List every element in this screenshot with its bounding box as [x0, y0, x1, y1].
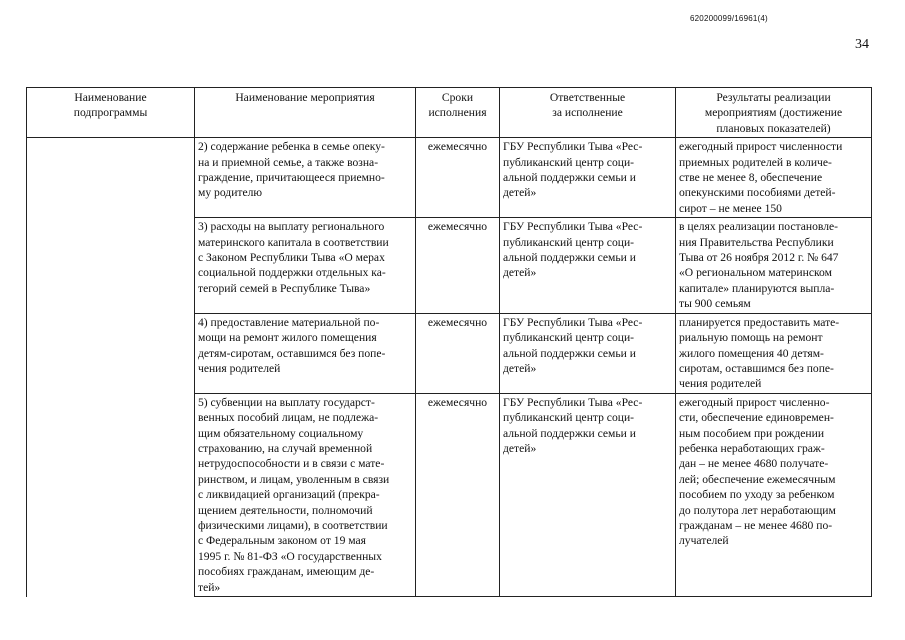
term-cell: ежемесячно	[416, 218, 500, 313]
table-row	[27, 138, 872, 218]
subprogram-cell	[27, 138, 195, 597]
measure-cell: 4) предоставление материальной по- мощи на ремонт жилого помещения детям-сиротам, оставшимся без попе- чения родителей	[195, 313, 416, 393]
responsible-cell: ГБУ Республики Тыва «Рес- публиканский центр соци- альной поддержки семьи и детей»	[500, 218, 676, 313]
header-responsible: Ответственные за исполнение	[500, 88, 676, 138]
result-cell: в целях реализации постановле- ния Правительства Республики Тыва от 26 ноября 2012 г. № 647 «О региональном материнском капитале» планируются выпла- ты 900 семьям	[676, 218, 872, 313]
responsible-cell: ГБУ Республики Тыва «Рес- публиканский центр соци- альной поддержки семьи и детей»	[500, 313, 676, 393]
measure-cell: 3) расходы на выплату регионального материнского капитала в соответствии с Законом Республики Тыва «О мерах социальной поддержки отдельных ка- тегорий семей в Республике Тыва»	[195, 218, 416, 313]
term-cell: ежемесячно	[416, 313, 500, 393]
result-cell: ежегодный прирост численно- сти, обеспечение единовремен- ным пособием при рождении ребенка неработающих граж- дан – не менее 4680 получате- лей; обеспечение ежемесячным пособием по уходу за ребенком до полутора лет неработающим гражданам – не менее 4680 по- лучателей	[676, 393, 872, 596]
measures-table	[26, 87, 872, 597]
header-results: Результаты реализации мероприятиям (достижение плановых показателей)	[676, 88, 872, 138]
result-cell: планируется предоставить мате- риальную помощь на ремонт жилого помещения 40 детям- сиротам, оставшимся без попе- чения родителей	[676, 313, 872, 393]
result-cell: ежегодный прирост численности приемных родителей в количе- стве не менее 8, обеспечение опекунскими пособиями детей- сирот – не менее 150	[676, 138, 872, 218]
measure-cell: 2) содержание ребенка в семье опеку- на и приемной семье, а также возна- граждение, причитающееся приемно- му родителю	[195, 138, 416, 218]
header-subprogram: Наименование подпрограммы	[27, 88, 195, 138]
header-term: Сроки исполнения	[416, 88, 500, 138]
header-measure: Наименование мероприятия	[195, 88, 416, 138]
responsible-cell: ГБУ Республики Тыва «Рес- публиканский центр соци- альной поддержки семьи и детей»	[500, 393, 676, 596]
table-header-row	[27, 88, 872, 138]
page-number: 34	[855, 37, 869, 52]
document-id: 620200099/16961(4)	[690, 14, 768, 23]
responsible-cell: ГБУ Республики Тыва «Рес- публиканский центр соци- альной поддержки семьи и детей»	[500, 138, 676, 218]
measure-cell: 5) субвенции на выплату государст- венных пособий лицам, не подлежа- щим обязательному социальному страхованию, на случай временной нетрудоспособности и в связи с мате- ринством, и лицам, уволенным в связи с ликвидацией организаций (прекра- щением деятельности, полномочий физическими лицами), в соответствии с Федеральным законом от 19 мая 1995 г. № 81-ФЗ «О государственных пособиях гражданам, имеющим де- тей»	[195, 393, 416, 596]
term-cell: ежемесячно	[416, 393, 500, 596]
term-cell: ежемесячно	[416, 138, 500, 218]
